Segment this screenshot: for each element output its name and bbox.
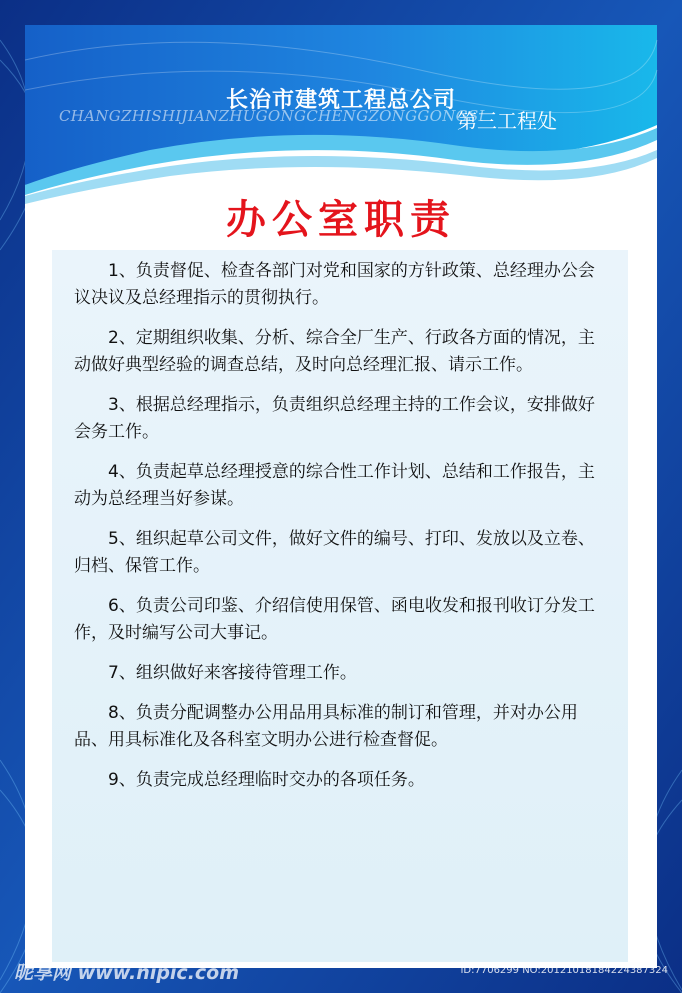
page-title: 办公室职责 [226, 197, 456, 243]
header [25, 25, 657, 185]
duty-item-8: 8、负责分配调整办公用品用具标准的制订和管理，并对办公用品、用具标准化及各科室文明办公进行检查督促。 [74, 703, 578, 750]
duty-item-1: 1、负责督促、检查各部门对党和国家的方针政策、总经理办公会议决议及总经理指示的贯彻执行。 [74, 261, 595, 308]
duty-item-3: 3、根据总经理指示，负责组织总经理主持的工作会议，安排做好会务工作。 [74, 395, 595, 442]
watermark-id: ID:7706299 NO:20121018184224387324 [460, 965, 668, 976]
duty-item-9: 9、负责完成总经理临时交办的各项任务。 [108, 770, 425, 790]
duties-panel [52, 250, 628, 962]
duty-item-4: 4、负责起草总经理授意的综合性工作计划、总结和工作报告，主动为总经理当好参谋。 [74, 462, 595, 509]
duties-list [74, 258, 609, 807]
duty-item-7: 7、组织做好来客接待管理工作。 [108, 663, 357, 683]
company-name: 长治市建筑工程总公司 [225, 88, 456, 113]
division-name: 第三工程处 [457, 109, 557, 133]
duty-item-2: 2、定期组织收集、分析、综合全厂生产、行政各方面的情况，主动做好典型经验的调查总结，及时向总经理汇报、请示工作。 [74, 328, 595, 375]
company-pinyin: CHANGZHISHIJIANZHUGONGCHENGZONGGONGSI [59, 107, 485, 125]
duty-item-5: 5、组织起草公司文件，做好文件的编号、打印、发放以及立卷、归档、保管工作。 [74, 529, 595, 576]
watermark-logo: 昵享网 www.nipic.com [14, 962, 240, 984]
duty-item-6: 6、负责公司印鉴、介绍信使用保管、函电收发和报刊收订分发工作，及时编写公司大事记。 [74, 596, 595, 643]
